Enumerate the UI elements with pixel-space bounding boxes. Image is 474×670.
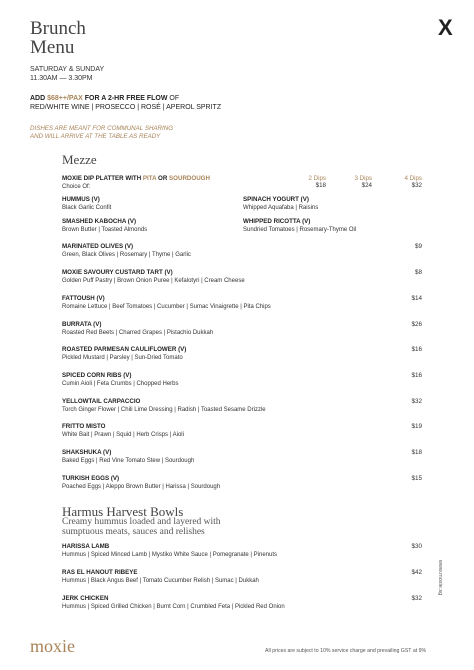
dip-option: SMASHED KABOCHA (V) Brown Butter | Toasted Almonds bbox=[62, 218, 148, 233]
dip-platter: MOXIE DIP PLATTER WITH PITA OR SOURDOUGH Choice Of: 2 Dips $18 3 Dips $24 4 Dips $32 bbox=[62, 175, 422, 190]
dip-option: SPINACH YOGURT (V) Whipped Aquafaba | Raisins bbox=[243, 196, 319, 211]
item-price: $16 bbox=[411, 346, 422, 353]
menu-item: JERK CHICKEN Hummus | Spiced Grilled Chicken | Burnt Corn | Crumbled Feta | Pickled Red Onion $32 bbox=[62, 595, 422, 610]
section-title-bowls: Harmus Harvest Bowls bbox=[62, 504, 184, 519]
close-button[interactable]: X bbox=[438, 15, 453, 40]
menu-title: Brunch Menu bbox=[30, 18, 86, 58]
schedule: SATURDAY & SUNDAY 11.30AM — 3.30PM bbox=[30, 66, 105, 82]
menu-item: MOXIE SAVOURY CUSTARD TART (V) Golden Puff Pastry | Brown Onion Puree | Kefalotyri | Cream Cheese $8 bbox=[62, 269, 422, 284]
free-flow-offer: ADD $68++/PAX FOR A 2-HR FREE FLOW OF RED/WHITE WINE | PROSECCO | ROSÉ | APEROL SPRITZ bbox=[30, 95, 222, 111]
menu-item: HARISSA LAMB Hummus | Spiced Minced Lamb | Mystiko White Sauce | Pomegranate | Pinenuts $30 bbox=[62, 543, 422, 558]
menu-item: YELLOWTAIL CARPACCIO Torch Ginger Flower | Chili Lime Dressing | Radish | Toasted Sesame Drizzle $32 bbox=[62, 398, 422, 413]
sharing-note: DISHES ARE MEANT FOR COMMUNAL SHARING AND WILL ARRIVE AT THE TABLE AS READY bbox=[30, 125, 174, 140]
item-price: $26 bbox=[411, 321, 422, 328]
dip-option: WHIPPED RICOTTA (V) Sundried Tomatoes | Rosemary-Thyme Oil bbox=[243, 218, 357, 233]
price-disclaimer: All prices are subject to 10% service charge and prevailing GST at 9% bbox=[265, 648, 427, 654]
item-price: $15 bbox=[411, 475, 422, 482]
item-price: $19 bbox=[411, 423, 422, 430]
menu-item: ROASTED PARMESAN CAULIFLOWER (V) Pickled Mustard | Parsley | Sun-Dried Tomato $16 bbox=[62, 346, 422, 361]
menu-item: BURRATA (V) Roasted Red Beets | Charred Grapes | Pistachio Dukkah $26 bbox=[62, 321, 422, 336]
item-price: $8 bbox=[414, 269, 422, 276]
dip-size-2: 2 Dips $18 bbox=[308, 175, 326, 189]
dip-size-3: 3 Dips $24 bbox=[354, 175, 372, 189]
item-price: $14 bbox=[411, 295, 422, 302]
item-price: $32 bbox=[411, 398, 422, 405]
dip-size-4: 4 Dips $32 bbox=[404, 175, 422, 189]
bowls-subtitle: Creamy hummus loaded and layered with sumptuous meats, sauces and relishes bbox=[62, 517, 221, 537]
dip-option: HUMMUS (V) Black Garlic Confit bbox=[62, 196, 112, 211]
menu-item: RAS EL HANOUT RIBEYE Hummus | Black Angus Beef | Tomato Cucumber Relish | Sumac | Dukkah $42 bbox=[62, 569, 422, 584]
section-title-mezze: Mezze bbox=[62, 152, 97, 167]
menu-item: TURKISH EGGS (V) Poached Eggs | Aleppo Brown Butter | Harissa | Sourdough $15 bbox=[62, 475, 422, 490]
menu-item: FATTOUSH (V) Romaine Lettuce | Beef Tomatoes | Cucumber | Sumac Vinaigrette | Pita Chips $14 bbox=[62, 295, 422, 310]
menu-item: SPICED CORN RIBS (V) Cumin Aioli | Feta Crumbs | Chopped Herbs $16 bbox=[62, 372, 422, 387]
menu-item: SHAKSHUKA (V) Baked Eggs | Red Vine Tomato Stew | Sourdough $18 bbox=[62, 449, 422, 464]
item-price: $18 bbox=[411, 449, 422, 456]
menu-item: FRITTO MISTO White Bait | Prawn | Squid | Herb Crisps | Aioli $19 bbox=[62, 423, 422, 438]
item-price: $32 bbox=[411, 595, 422, 602]
menu-item: MARINATED OLIVES (V) Green, Black Olives | Rosemary | Thyme | Garlic $9 bbox=[62, 243, 422, 258]
website-link[interactable]: www.moxie.sg bbox=[437, 560, 443, 596]
item-price: $30 bbox=[411, 543, 422, 550]
item-price: $9 bbox=[414, 243, 422, 250]
item-price: $16 bbox=[411, 372, 422, 379]
item-price: $42 bbox=[411, 569, 422, 576]
moxie-logo: moxie bbox=[30, 636, 75, 656]
